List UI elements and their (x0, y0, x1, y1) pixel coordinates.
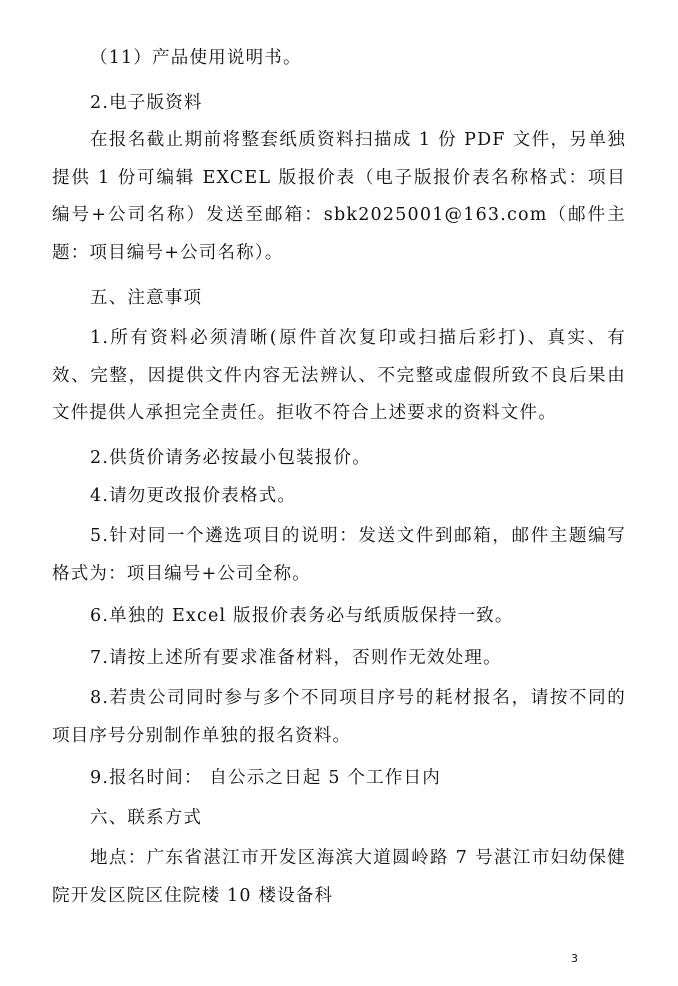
paragraph-instruction-manual: （11）产品使用说明书。 (90, 48, 302, 68)
paragraph-address: 地点：广东省湛江市开发区海滨大道圆岭路 7 号湛江市妇幼保健院开发区院区住院楼 10 楼设备科 (52, 848, 626, 906)
paragraph-note-2: 2.供货价请务必按最小包装报价。 (90, 448, 371, 468)
paragraph-electronic-submission: 在报名截止期前将整套纸质资料扫描成 1 份 PDF 文件，另单独提供 1 份可编辑 EXCEL 版报价表（电子版报价表名称格式：项目编号+公司名称）发送至邮箱：sbk2025001@163.com（邮件主题：项目编号+公司名称）。 (52, 130, 626, 263)
paragraph-note-7: 7.请按上述所有要求准备材料，否则作无效处理。 (90, 648, 502, 668)
paragraph-note-5: 5.针对同一个遴选项目的说明：发送文件到邮箱，邮件主题编写格式为：项目编号+公司全称。 (52, 526, 626, 584)
paragraph-note-4: 4.请勿更改报价表格式。 (90, 486, 297, 506)
paragraph-note-9: 9.报名时间： 自公示之日起 5 个工作日内 (90, 768, 441, 788)
paragraph-note-8: 8.若贵公司同时参与多个不同项目序号的耗材报名，请按不同的项目序号分别制作单独的报名资料。 (52, 688, 626, 746)
heading-notes: 五、注意事项 (90, 288, 203, 308)
page-number: 3 (571, 952, 578, 965)
paragraph-note-1: 1.所有资料必须清晰(原件首次复印或扫描后彩打)、真实、有效、完整，因提供文件内容无法辨认、不完整或虚假所致不良后果由文件提供人承担完全责任。拒收不符合上述要求的资料文件。 (52, 328, 626, 423)
paragraph-note-6: 6.单独的 Excel 版报价表务必与纸质版保持一致。 (90, 606, 514, 626)
heading-electronic-materials: 2.电子版资料 (90, 93, 203, 113)
heading-contact: 六、联系方式 (90, 808, 203, 828)
